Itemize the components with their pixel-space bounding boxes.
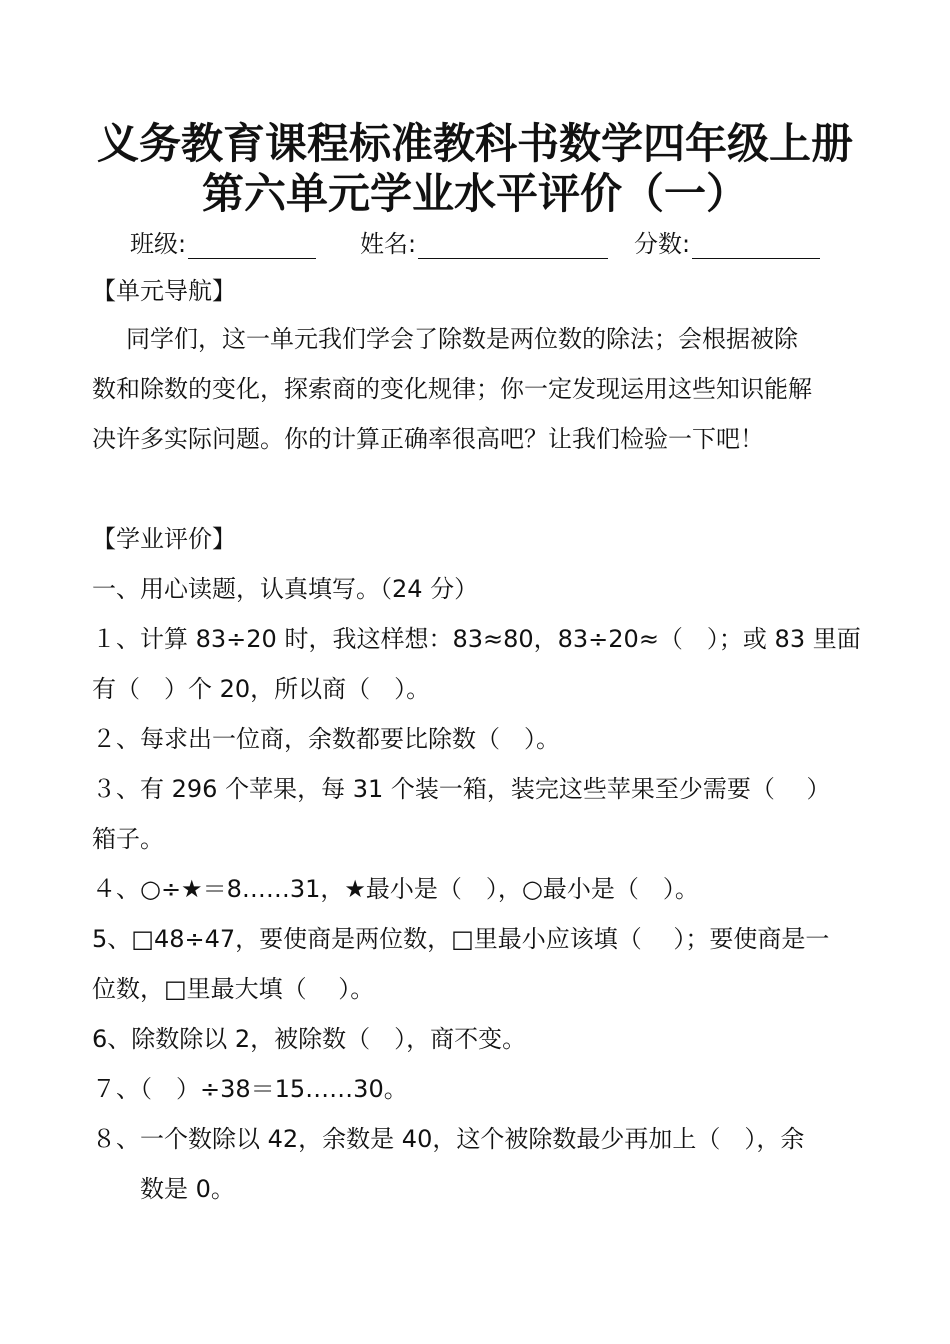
guide-heading: 【单元导航】 (92, 277, 236, 305)
question-8-line-2: 数是 0。 (140, 1175, 235, 1203)
name-field (360, 224, 608, 259)
score-field (634, 224, 820, 259)
question-1-line-2: 有（ ）个 20，所以商（ ）。 (92, 675, 431, 703)
class-label: 班级: (130, 230, 187, 258)
title-line-1: 义务教育课程标准教科书数学四年级上册 (96, 119, 853, 168)
class-blank[interactable] (188, 230, 316, 259)
question-5-line-2: 位数，□里最大填（ ）。 (92, 975, 375, 1003)
question-2: ２、每求出一位商，余数都要比除数（ ）。 (92, 725, 560, 753)
title-line-2: 第六单元学业水平评价（一） (201, 169, 748, 218)
name-blank[interactable] (418, 230, 608, 259)
guide-line-1: 同学们，这一单元我们学会了除数是两位数的除法；会根据被除 (126, 325, 798, 353)
question-4: ４、○÷★＝8……31，★最小是（ ），○最小是（ ）。 (92, 875, 699, 903)
question-6: 6、除数除以 2，被除数（ ），商不变。 (92, 1025, 527, 1053)
guide-paragraph (92, 314, 862, 464)
question-7: ７、（ ）÷38＝15……30。 (92, 1075, 408, 1103)
part1-title: 一、用心读题，认真填写。（24 分） (92, 575, 479, 603)
class-field (130, 224, 316, 259)
name-label: 姓名: (360, 230, 417, 258)
guide-line-3: 决许多实际问题。你的计算正确率很高吧？让我们检验一下吧！ (92, 425, 764, 453)
question-3-line-2: 箱子。 (92, 825, 164, 853)
score-label: 分数: (634, 230, 691, 258)
guide-line-2: 数和除数的变化，探索商的变化规律；你一定发现运用这些知识能解 (92, 375, 812, 403)
score-blank[interactable] (692, 230, 820, 259)
student-info-row (0, 224, 950, 260)
question-5-line-1: 5、□48÷47，要使商是两位数，□里最小应该填（ ）；要使商是一 (92, 925, 830, 953)
question-3-line-1: ３、有 296 个苹果，每 31 个装一箱，装完这些苹果至少需要（ ） (92, 775, 831, 803)
question-8-line-1: ８、一个数除以 42，余数是 40，这个被除数最少再加上（ ），余 (92, 1125, 805, 1153)
evaluation-heading: 【学业评价】 (92, 525, 236, 553)
question-1-line-1: １、计算 83÷20 时，我这样想：83≈80，83÷20≈（ ）；或 83 里面 (92, 625, 861, 653)
